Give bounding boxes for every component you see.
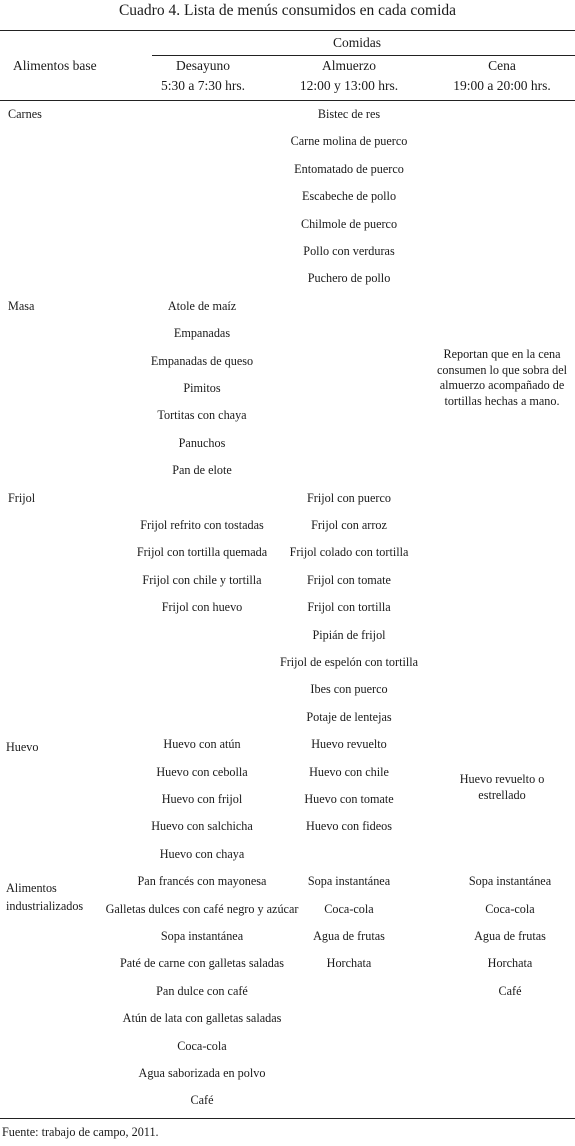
almuerzo-item: Pollo con verduras: [303, 244, 395, 258]
almuerzo-item: Escabeche de pollo: [301, 189, 397, 204]
category-frijol: Frijol: [8, 491, 36, 505]
header-desayuno: Desayuno: [176, 58, 230, 73]
almuerzo-item: Carne molina de puerco: [290, 134, 408, 149]
header-base-label: Alimentos base: [13, 58, 97, 73]
desayuno-item: Frijol con chile y tortilla: [142, 572, 262, 587]
desayuno-item: Pan dulce con café: [156, 983, 248, 998]
top-rule: [0, 30, 575, 31]
cena-item: Coca-cola: [485, 901, 535, 916]
almuerzo-item: Frijol con arroz: [311, 518, 387, 532]
cena-item: Agua de frutas: [474, 929, 546, 943]
desayuno-item: Empanadas: [173, 326, 231, 341]
header-almuerzo-time: 12:00 y 13:00 hrs.: [299, 78, 399, 93]
desayuno-item: Agua saborizada en polvo: [138, 1066, 266, 1080]
group-rule: [152, 55, 575, 56]
desayuno-item: Atún de lata con galletas saladas: [122, 1011, 282, 1026]
desayuno-item: Huevo con frijol: [161, 792, 243, 806]
almuerzo-item: Huevo con chile: [309, 764, 389, 779]
almuerzo-item: Sopa instantánea: [307, 874, 391, 889]
desayuno-item: Paté de carne con galletas saladas: [119, 956, 285, 971]
header-desayuno-time: 5:30 a 7:30 hrs.: [161, 78, 245, 93]
category-masa: Masa: [8, 299, 35, 313]
almuerzo-item: Frijol con puerco: [307, 490, 391, 505]
almuerzo-item: Huevo con fideos: [306, 819, 392, 834]
almuerzo-item: Frijol de espelón con tortilla: [279, 655, 419, 669]
desayuno-item: Coca-cola: [177, 1038, 227, 1053]
almuerzo-item: Potaje de lentejas: [306, 709, 392, 724]
header-cena: Cena: [488, 58, 516, 73]
almuerzo-item: Ibes con puerco: [310, 682, 388, 697]
desayuno-item: Pimitos: [183, 381, 221, 395]
category-industrializados: Alimentos industrializados: [6, 881, 84, 913]
header-cena-time: 19:00 a 20:00 hrs.: [453, 78, 551, 93]
source-note: Fuente: trabajo de campo, 2011.: [2, 1125, 159, 1139]
almuerzo-item: Horchata: [326, 956, 372, 971]
almuerzo-item: Frijol colado con tortilla: [289, 545, 409, 560]
desayuno-item: Pan francés con mayonesa: [137, 874, 267, 889]
desayuno-item: Café: [190, 1093, 214, 1108]
almuerzo-item: Coca-cola: [324, 901, 374, 916]
desayuno-item: Huevo con chaya: [159, 846, 245, 861]
desayuno-item: Frijol con huevo: [161, 600, 243, 615]
desayuno-item: Tortitas con chaya: [157, 408, 247, 423]
almuerzo-item: Huevo revuelto: [311, 737, 387, 752]
bottom-rule: [0, 1118, 575, 1119]
category-carnes: Carnes: [8, 107, 42, 121]
desayuno-item: Atole de maíz: [167, 298, 237, 313]
almuerzo-item: Puchero de pollo: [307, 271, 391, 286]
desayuno-item: Frijol con tortilla quemada: [136, 545, 268, 560]
desayuno-item: Frijol refrito con tostadas: [140, 518, 264, 532]
header-rule: [0, 100, 575, 101]
almuerzo-item: Huevo con tomate: [304, 792, 394, 806]
table-title: Cuadro 4. Lista de menús consumidos en cada comida: [118, 2, 457, 19]
desayuno-item: Panuchos: [178, 435, 226, 450]
desayuno-item: Galletas dulces con café negro y azúcar: [105, 901, 299, 916]
desayuno-item: Pan de elote: [172, 463, 232, 478]
desayuno-item: Huevo con cebolla: [156, 764, 248, 779]
desayuno-item: Sopa instantánea: [160, 929, 244, 943]
almuerzo-item: Bistec de res: [317, 107, 381, 121]
almuerzo-item: Chilmole de puerco: [300, 216, 398, 231]
almuerzo-item: Pipián de frijol: [312, 627, 386, 642]
cena-item: Horchata: [487, 956, 533, 971]
almuerzo-item: Frijol con tortilla: [307, 600, 391, 615]
cena-masa-note: Reportan que en la cena consumen lo que sobra del almuerzo acompañado de tortillas hechas a mano.: [437, 347, 567, 408]
cena-huevo-note: Huevo revuelto o estrellado: [459, 772, 545, 802]
desayuno-item: Huevo con atún: [163, 737, 241, 752]
desayuno-item: Empanadas de queso: [150, 353, 254, 368]
cena-item: Café: [498, 983, 522, 998]
category-huevo: Huevo: [6, 740, 39, 754]
desayuno-item: Huevo con salchicha: [151, 819, 253, 834]
header-almuerzo: Almuerzo: [322, 58, 376, 73]
almuerzo-item: Entomatado de puerco: [294, 161, 404, 176]
cena-item: Sopa instantánea: [468, 874, 552, 889]
almuerzo-item: Agua de frutas: [313, 929, 385, 943]
header-group-label: Comidas: [332, 35, 382, 50]
almuerzo-item: Frijol con tomate: [307, 572, 391, 587]
